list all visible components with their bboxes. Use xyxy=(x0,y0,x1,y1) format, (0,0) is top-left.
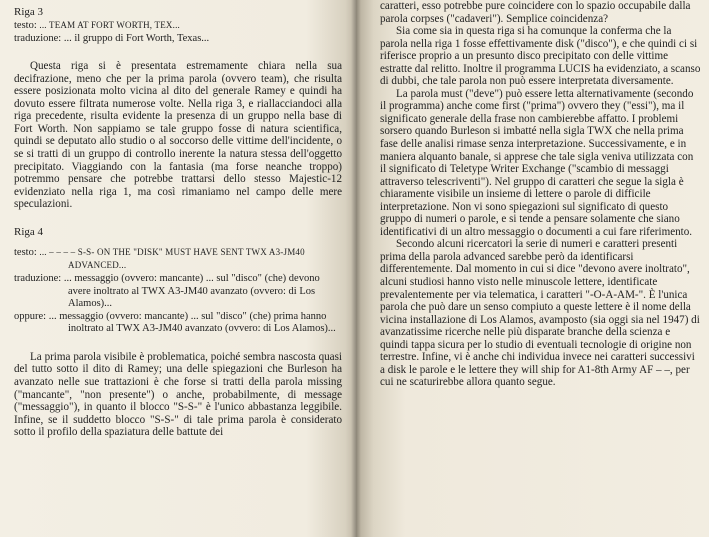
right-paragraph-2: Sia come sia in questa riga si ha comunque la conferma che la parola nella riga 1 fosse effettivamente disk ("disco"), e che quindi ci si riferisce proprio a un presunto disco precipitato con delle vittime estratte dal relitto. Inoltre il programma LUCIS ha evidenziato, a scanso di dubbi, che tale parola non può essere interpretata diversamente. xyxy=(380,25,701,88)
riga3-testo-label: testo: xyxy=(14,20,37,31)
right-paragraph-1: caratteri, esso potrebbe pure coincidere con lo spazio occupabile dalla parola corpses ("cadaveri"). Semplice coincidenza? xyxy=(380,0,691,25)
riga3-heading: Riga 3 xyxy=(14,6,44,18)
book-spine-shadow xyxy=(351,0,361,537)
riga4-traduzione-line xyxy=(14,273,342,311)
riga4-oppure-label: oppure: xyxy=(14,310,47,322)
riga3-traduzione-text: ... il gruppo di Fort Worth, Texas... xyxy=(63,32,210,44)
left-paragraph-2: La prima parola visibile è problematica, poiché sembra nascosta quasi del tutto sotto il dito di Ramey; una delle spiegazioni che Burleson ha avanzato nelle sue trattazioni è che forse si tratti della parola missing ("mancante", "non presente") o anche, probabilmente, di message ("messaggio"), in quanto il blocco "S-S-" è l'unico abbastanza leggibile. Infine, se il suddetto blocco "S-S-" di tale prima parola è considerato sotto il profilo della spaziatura delle battute dei xyxy=(14,350,342,439)
riga3-traduzione-label: traduzione: xyxy=(14,32,62,44)
riga4-oppure-text: ... messaggio (ovvero: mancante) ... sul "disco" (che) prima hanno inoltrato al TWX A3-JM40 avanzato (ovvero: di Los Alamos)... xyxy=(48,310,336,335)
riga3-testo-text: ... TEAM AT FORT WORTH, TEX... xyxy=(39,20,180,30)
left-paragraph-1: Questa riga si è presentata estremamente chiara nella sua decifrazione, meno che per la prima parola (ovvero team), che risulta essere posizionata molto vicina al dito del generale Ramey e quindi ha dovuto essere filtrata numerose volte. Nella riga 3, e riallacciandoci alla riga precedente, risulta evidente la presenza di un gruppo nella base di Fort Worth. Non sappiamo se tale gruppo fosse di natura scientifica, quindi se deputato allo studio o al soccorso delle vittime dell'incidente, o se si tratti di un gruppo di controllo inerente la natura stessa dell'oggetto precipitato. Viaggiando con la fantasia (ma forse neanche troppo) potremmo pensare che potrebbe trattarsi dello stesso Majestic-12 evidenziato nella riga 1, ma così rimaniamo nel campo delle mere speculazioni. xyxy=(14,60,342,211)
riga4-heading: Riga 4 xyxy=(14,225,44,238)
riga4-oppure-line xyxy=(14,311,342,336)
right-page xyxy=(356,0,709,537)
riga4-testo-line xyxy=(14,246,342,273)
riga3-testo-line xyxy=(14,19,342,33)
right-paragraph-3: La parola must ("deve") può essere letta alternativamente (secondo il programma) anche come first ("prima") ovvero they ("essi"), ma il significato generale della frase non cambierebbe affatto. I problemi sorsero quando Burleson si imbatté nella sigla TWX che nella prima fase delle analisi rimase senza interpretazione. Successivamente, e in maniera alquanto banale, si apprese che tale sigla veniva utilizzata con il significato di Teletype Writer Exchange ("scambio di messaggi attraverso telescriventi"). Nel gruppo di caratteri che segue la sigla è chiaramente visibile un insieme di lettere o parole di difficile interpretazione. Non vi sono spiegazioni sul significato di questo gruppo di numeri o parole, e si tende a pensare solamente che siano identificativi di un altro messaggio o documenti a cui fare riferimento. xyxy=(380,87,694,238)
riga3-traduzione-line xyxy=(14,33,342,46)
riga4-traduzione-text: ... messaggio (ovvero: mancante) ... sul "disco" (che) devono avere inoltrato al TWX A3-JM40 avanzato (ovvero: di Los Alamos)... xyxy=(63,272,320,310)
riga4-testo-label: testo: xyxy=(14,246,37,258)
riga4-traduzione-label: traduzione: xyxy=(14,272,62,284)
riga4-testo-text: ... – – – – S-S- ON THE "DISK" MUST HAVE SENT TWX A3-JM40 ADVANCED... xyxy=(39,246,305,271)
right-paragraph-4: Secondo alcuni ricercatori la serie di numeri e caratteri presenti prima della parola advanced sarebbe però da identificarsi differentemente. Dal momento in cui si dice "devono avere inoltrato", alcuni studiosi hanno visto nelle minuscole lettere, identificate prevalentemente per via telematica, i caratteri "-O-A-AM-". È l'unica parola che può dare un senso compiuto a queste lettere è il nome della vicina installazione di Los Alamos, avamposto (sia oggi sia nel 1947) di avanzatissime ricerche nelle più disparate branche della scienza e quindi tappa sicura per lo studio di eventuali tecnologie di origine non terrestre. Infine, vi è anche chi individua invece nei caratteri successivi a disk le parole e le lettere they will ship for A1-8th Army AF – –, per cui ne scaturirebbe allora quanto segue. xyxy=(380,238,700,389)
